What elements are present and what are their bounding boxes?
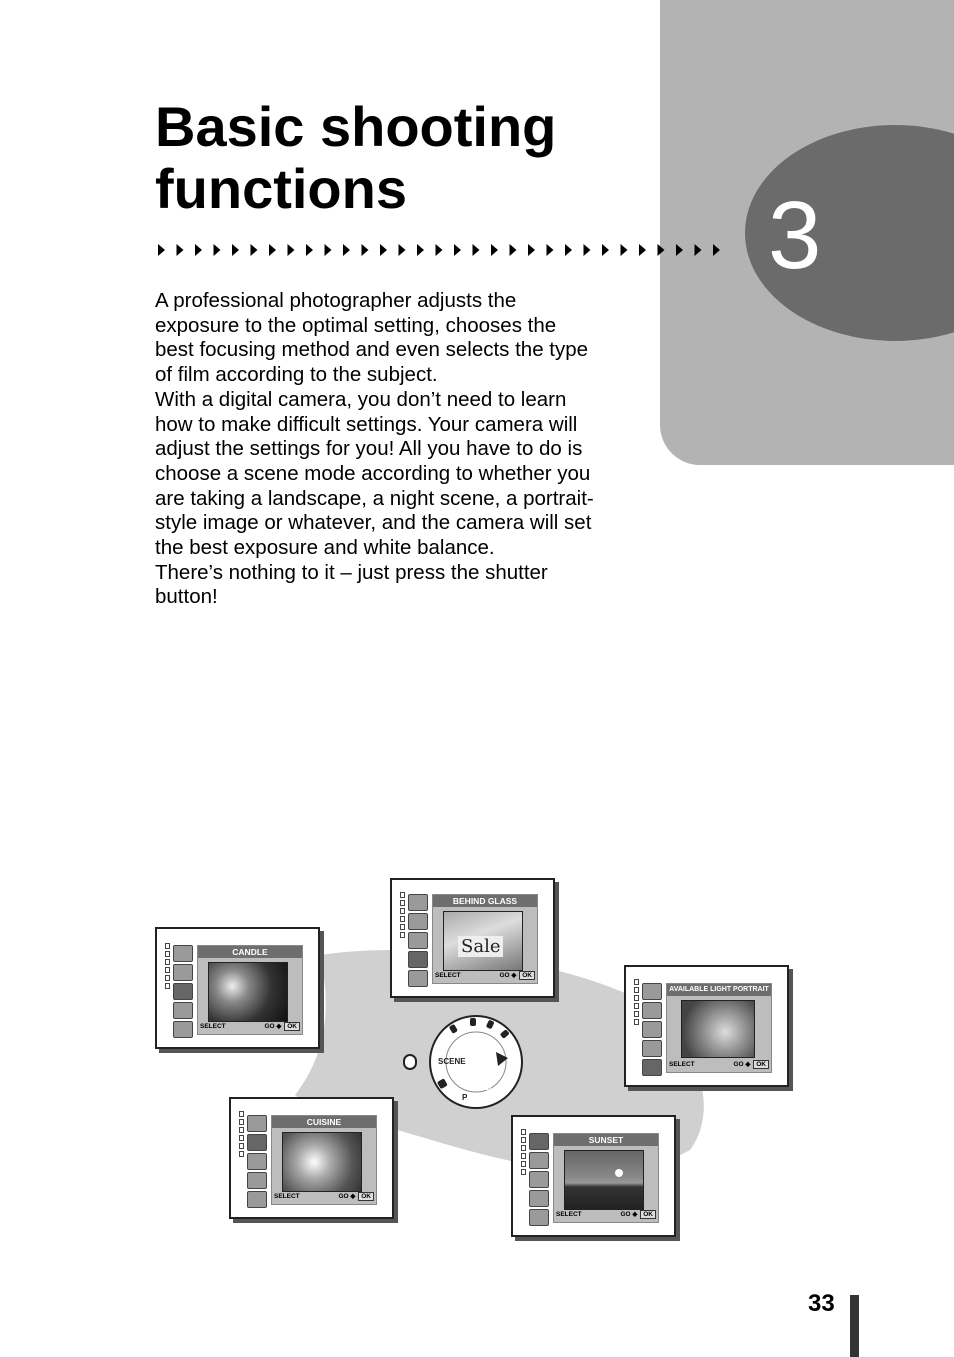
scene-card-candle	[155, 927, 320, 1049]
sunset-photo	[564, 1150, 644, 1210]
intro-paragraph-3: There’s nothing to it – just press the shutter button!	[155, 560, 548, 609]
dial-auto-label: AUTO	[481, 1073, 498, 1098]
sale-sign-text: Sale	[458, 936, 503, 957]
dial-scene-label: SCENE	[438, 1057, 466, 1066]
chapter-number: 3	[768, 182, 822, 289]
cuisine-photo	[282, 1132, 362, 1192]
candle-photo	[208, 962, 288, 1022]
scene-label-candle: CANDLE	[198, 946, 302, 958]
mode-dial	[430, 1016, 522, 1108]
scene-label-available-light-portrait: AVAILABLE LIGHT PORTRAIT	[667, 984, 771, 996]
title-line-1: Basic shooting	[155, 95, 557, 158]
scene-card-cuisine	[229, 1097, 394, 1219]
scene-label-cuisine: CUISINE	[272, 1116, 376, 1128]
intro-paragraph-2: With a digital camera, you don’t need to learn how to make difficult settings. Your camera will adjust the settings for you! All you have to do is choose a scene mode according to whether you are taking a landscape, a night scene, a portrait-style image or whatever, and the camera will set the best exposure and white balance.	[155, 387, 594, 560]
scene-card-behind-glass	[390, 878, 555, 998]
card-footer: SELECT GO ◆ OK	[556, 1209, 656, 1220]
title-line-2: functions	[155, 157, 407, 220]
scene-card-available-light-portrait	[624, 965, 789, 1087]
page-number: 33	[808, 1290, 835, 1317]
scene-label-sunset: SUNSET	[554, 1134, 658, 1146]
intro-paragraph-1: A professional photographer adjusts the exposure to the optimal setting, chooses the best focusing method and even selects the type of film according to the subject.	[155, 289, 589, 387]
scene-card-sunset	[511, 1115, 676, 1237]
page-edge-bar	[850, 1295, 859, 1357]
scene-label-behind-glass: BEHIND GLASS	[433, 895, 537, 907]
behind-glass-photo	[443, 911, 523, 971]
card-footer: SELECT GO ◆ OK	[669, 1059, 769, 1070]
card-footer: SELECT GO ◆ OK	[200, 1021, 300, 1032]
card-footer: SELECT GO ◆ OK	[435, 970, 535, 981]
portrait-photo	[681, 1000, 755, 1058]
dial-marker	[404, 1055, 416, 1069]
card-footer: SELECT GO ◆ OK	[274, 1191, 374, 1202]
dial-p-label: P	[462, 1093, 468, 1102]
sun-shape	[615, 1169, 623, 1177]
